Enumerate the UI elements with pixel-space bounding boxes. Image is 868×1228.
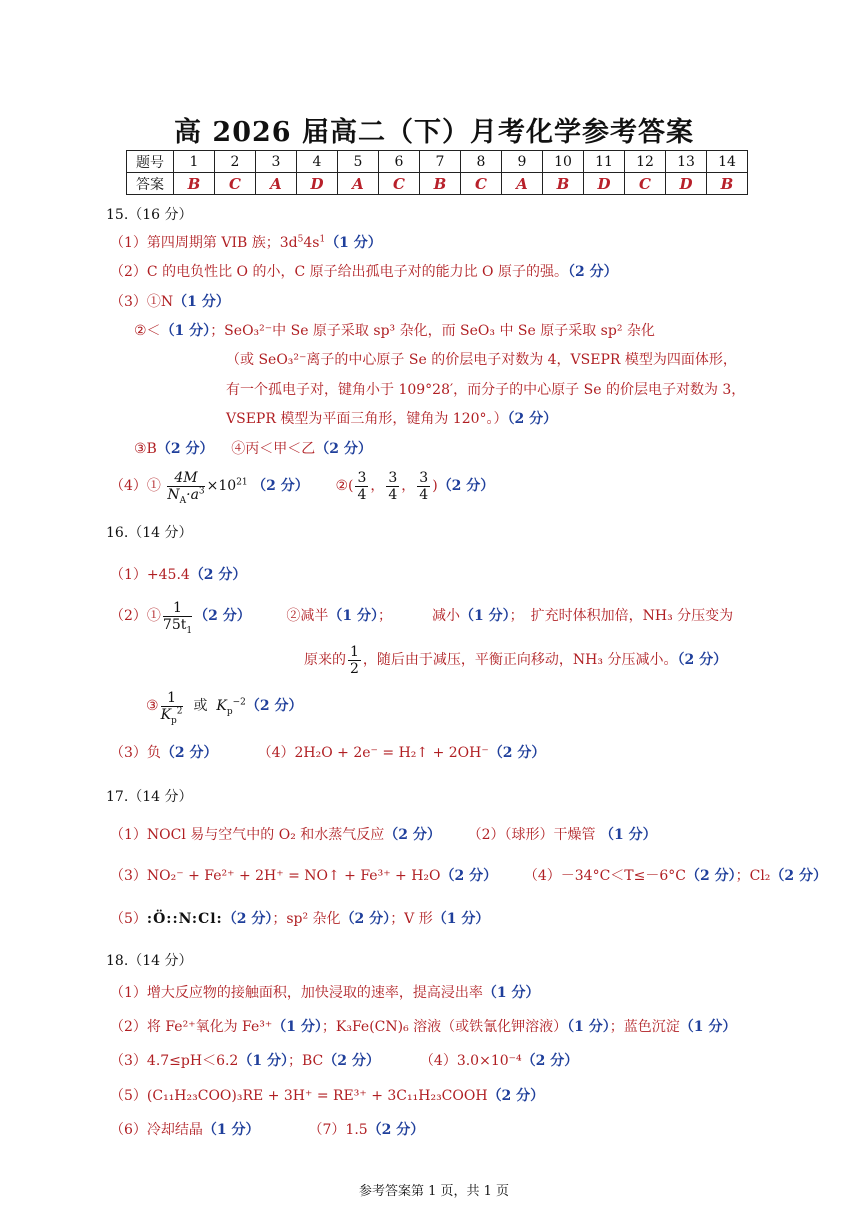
q18-l5a-text: （6）冷却结晶 <box>110 1122 203 1138</box>
q17-l3b-text: ；sp² 杂化 <box>272 911 341 927</box>
q18-heading: 18.（14 分） <box>106 953 193 969</box>
points: （2 分） <box>437 478 495 494</box>
q16-l1-text: （1）+45.4 <box>110 567 190 583</box>
q15-l7-text: VSEPR 模型为平面三角形，键角为 120°。） <box>226 411 508 427</box>
points: （2 分） <box>245 698 303 714</box>
sep: ； <box>377 608 392 624</box>
q17-l1a-text: （1）NOCl 易与空气中的 O₂ 和水蒸气反应 <box>110 827 385 843</box>
q18-l3a-text: （3）4.7≤pH＜6.2 <box>110 1053 239 1069</box>
answer-cell: C <box>379 173 420 195</box>
q15-line-7 <box>226 410 557 428</box>
points: （2 分） <box>156 441 214 457</box>
q15-l8b-text: ④丙＜甲＜乙 <box>231 441 316 457</box>
coord-fraction-x: $\frac{3}{4}$ <box>357 469 367 503</box>
kp-symbol: K <box>216 698 227 714</box>
q18-line-2 <box>110 1018 736 1036</box>
points: （2 分） <box>222 911 273 927</box>
q15-l1-sup2: 1 <box>319 234 326 245</box>
coord-open: ②( <box>335 478 354 494</box>
points: （2 分） <box>252 478 309 494</box>
points: （1 分） <box>567 1019 610 1035</box>
answer-cell: C <box>625 173 666 195</box>
points: （2 分） <box>568 264 618 280</box>
q16-heading: 16.（14 分） <box>106 525 193 541</box>
q16-l5a-text: （3）负 <box>110 745 161 761</box>
points: （1 分） <box>325 235 382 251</box>
points: （2 分） <box>440 868 498 884</box>
q15-line-3 <box>110 293 230 311</box>
q18-l2a-text: （2）将 Fe²⁺氧化为 Fe³⁺ <box>110 1019 273 1035</box>
q15-l1-4s: 4s <box>303 235 320 251</box>
q15-l2-text: （2）C 的电负性比 O 的小，C 原子给出孤电子对的能力比 O 原子的强。 <box>110 264 568 280</box>
q18-l2c-text: ；蓝色沉淀 <box>609 1019 680 1035</box>
q-number: 9 <box>502 151 543 173</box>
q17-l2a-text: （3）NO₂⁻ + Fe²⁺ + 2H⁺ = NO↑ + Fe³⁺ + H₂O <box>110 868 441 884</box>
answer-cell: D <box>584 173 625 195</box>
page-footer: 参考答案第 1 页，共 1 页 <box>358 1184 510 1199</box>
q-number: 5 <box>338 151 379 173</box>
exponent: 21 <box>236 477 248 488</box>
q17-l2c-text: ；Cl₂ <box>735 868 771 884</box>
answer-cell: B <box>420 173 461 195</box>
density-numerator: 4M <box>167 470 204 487</box>
answer-cell: D <box>666 173 707 195</box>
q15-l4-text: ②＜ <box>134 323 161 339</box>
points: （2 分） <box>487 1088 545 1104</box>
q15-line-9: （4）① $\frac{4M}{N_A\cdot a^3}$ $\times 10^{21}$ （2 分） ②( $\frac{3}{4}$ ， $\frac{3}{4}$ ， $\frac{3}{4}$ )（2 分） <box>110 469 495 506</box>
q16-l3a-text: 原来的 <box>304 652 346 668</box>
kp-fraction: $\frac{1}{K_p^2}$ <box>160 689 183 726</box>
or-text: 或 <box>193 698 208 714</box>
points: （1 分） <box>173 294 230 310</box>
answer-cell: B <box>543 173 584 195</box>
answer-cell: D <box>297 173 338 195</box>
q-number: 8 <box>461 151 502 173</box>
points: （2 分） <box>194 608 251 624</box>
q18-l3b-text: ；BC <box>287 1053 324 1069</box>
page-title: 高 2026 届高二（下）月考化学参考答案 <box>174 117 694 148</box>
points: （2 分） <box>384 827 441 843</box>
q-number: 10 <box>543 151 584 173</box>
points: （1 分） <box>460 608 510 624</box>
times-ten: ×10 <box>206 478 237 494</box>
q-number: 1 <box>174 151 215 173</box>
q17-heading: 17.（14 分） <box>106 789 193 805</box>
row-label-number: 题号 <box>127 151 174 173</box>
q18-l1-text: （1）增大反应物的接触面积，加快浸取的速率，提高浸出率 <box>110 985 483 1001</box>
points: （2 分） <box>160 745 218 761</box>
q-number: 4 <box>297 151 338 173</box>
q16-l4-label: ③ <box>146 698 159 714</box>
q17-l3c-text: ；V 形 <box>390 911 433 927</box>
points: （2 分） <box>189 567 247 583</box>
coord-fraction-z: $\frac{3}{4}$ <box>419 469 429 503</box>
points: （2 分） <box>367 1122 425 1138</box>
answer-cell: C <box>461 173 502 195</box>
lewis-structure: :Ö::N:Cl: <box>146 911 223 927</box>
density-denominator: $N_A\cdot a^3$ <box>167 485 205 506</box>
q15-line-8 <box>134 440 372 458</box>
q17-line-2 <box>110 867 827 885</box>
q-number: 3 <box>256 151 297 173</box>
points: （2 分） <box>685 868 736 884</box>
q18-line-5 <box>110 1121 424 1139</box>
q15-l9-label: （4）① <box>110 478 161 494</box>
coord-fraction-y: $\frac{3}{4}$ <box>388 469 398 503</box>
q18-l4-text: （5）(C₁₁H₂₃COO)₃RE + 3H⁺ = RE³⁺ + 3C₁₁H₂₃COOH <box>110 1088 488 1104</box>
q15-l1-sup: 5 <box>297 234 304 245</box>
q15-line-4 <box>134 322 655 340</box>
q16-l5b-text: （4）2H₂O + 2e⁻ = H₂↑ + 2OH⁻ <box>257 745 489 761</box>
q17-l1b-text: （2）（球形）干燥管 <box>467 827 596 843</box>
q15-line-6: 有一个孤电子对，键角小于 109°28′，而分子的中心原子 Se 的价层电子对数为 3， <box>226 382 746 398</box>
q15-line-1 <box>110 234 382 252</box>
q15-l8a-text: ③B <box>134 441 157 457</box>
table-row-numbers <box>127 151 748 173</box>
q18-l5b-text: （7）1.5 <box>308 1122 368 1138</box>
answer-cell: B <box>707 173 748 195</box>
points: （2 分） <box>488 745 546 761</box>
rate-fraction: $\frac{1}{75t_1}$ <box>162 599 193 636</box>
answer-cell: A <box>338 173 379 195</box>
q16-l3b-text: ，随后由于减压，平衡正向移动，NH₃ 分压减小。 <box>362 652 678 668</box>
points: （2 分） <box>677 652 728 668</box>
q15-l1-config: ；3d <box>265 235 298 251</box>
points: （1 分） <box>202 1122 260 1138</box>
points: （1 分） <box>328 608 378 624</box>
q15-l4-rest: ；SeO₃²⁻中 Se 原子采取 sp³ 杂化，而 SeO₃ 中 Se 原子采取 sp² 杂化 <box>210 323 655 339</box>
q18-line-4 <box>110 1087 544 1105</box>
q17-line-1 <box>110 826 657 844</box>
points: （1 分） <box>160 323 211 339</box>
q16-line-2 <box>110 598 733 634</box>
half-fraction: $\frac{1}{2}$ <box>350 643 359 677</box>
q15-line-5: （或 SeO₃²⁻离子的中心原子 Se 的价层电子对数为 4，VSEPR 模型为四面体形， <box>226 352 737 368</box>
q16-l2b-text: ②减半 <box>286 608 329 624</box>
q15-l3-text: （3）①N <box>110 294 174 310</box>
points: （2 分） <box>315 441 372 457</box>
points: （2 分） <box>521 1053 579 1069</box>
points: （2 分） <box>507 411 558 427</box>
q16-line-3 <box>304 642 727 678</box>
points: （1 分） <box>679 1019 737 1035</box>
answer-table <box>126 150 748 195</box>
density-fraction <box>167 469 205 506</box>
answer-cell: C <box>215 173 256 195</box>
row-label-answer: 答案 <box>127 173 174 195</box>
q18-line-1 <box>110 984 540 1002</box>
q-number: 11 <box>584 151 625 173</box>
q18-l2b-text: ；K₃Fe(CN)₆ 溶液（或铁氰化钾溶液） <box>321 1019 568 1035</box>
points: （1 分） <box>482 985 540 1001</box>
q15-heading: 15.（16 分） <box>106 207 193 223</box>
points: （2 分） <box>340 911 391 927</box>
q16-line-5 <box>110 744 545 762</box>
q-number: 7 <box>420 151 461 173</box>
q18-line-3 <box>110 1052 578 1070</box>
q16-l2e-text: ； 扩充时体积加倍，NH₃ 分压变为 <box>509 608 734 624</box>
answer-cell: A <box>502 173 543 195</box>
coord-close: ) <box>432 478 438 494</box>
q16-line-1 <box>110 566 246 584</box>
answer-cell: B <box>174 173 215 195</box>
q-number: 14 <box>707 151 748 173</box>
table-row-answers <box>127 173 748 195</box>
q17-line-3 <box>110 910 489 928</box>
points: （1 分） <box>272 1019 322 1035</box>
q17-l3a-text: （5） <box>110 911 147 927</box>
q17-l2b-text: （4）－34°C＜T≤－6°C <box>523 868 686 884</box>
points: （1 分） <box>432 911 490 927</box>
q15-l1-text: （1）第四周期第 VIB 族 <box>110 235 266 251</box>
q16-line-4: ③ $\frac{1}{K_p^2}$ 或 $K_p^{-2}(2$ 分） <box>146 689 303 726</box>
points: （1 分） <box>599 827 657 843</box>
q16-l2d-text: 减小 <box>432 608 461 624</box>
q16-l2-label: （2）① <box>110 608 161 624</box>
answer-cell: A <box>256 173 297 195</box>
q15-line-2 <box>110 263 618 281</box>
points: （2 分） <box>323 1053 380 1069</box>
points: （1 分） <box>238 1053 288 1069</box>
q-number: 13 <box>666 151 707 173</box>
q18-l3c-text: （4）3.0×10⁻⁴ <box>419 1053 522 1069</box>
q-number: 6 <box>379 151 420 173</box>
q-number: 2 <box>215 151 256 173</box>
points: （2 分） <box>770 868 828 884</box>
q-number: 12 <box>625 151 666 173</box>
